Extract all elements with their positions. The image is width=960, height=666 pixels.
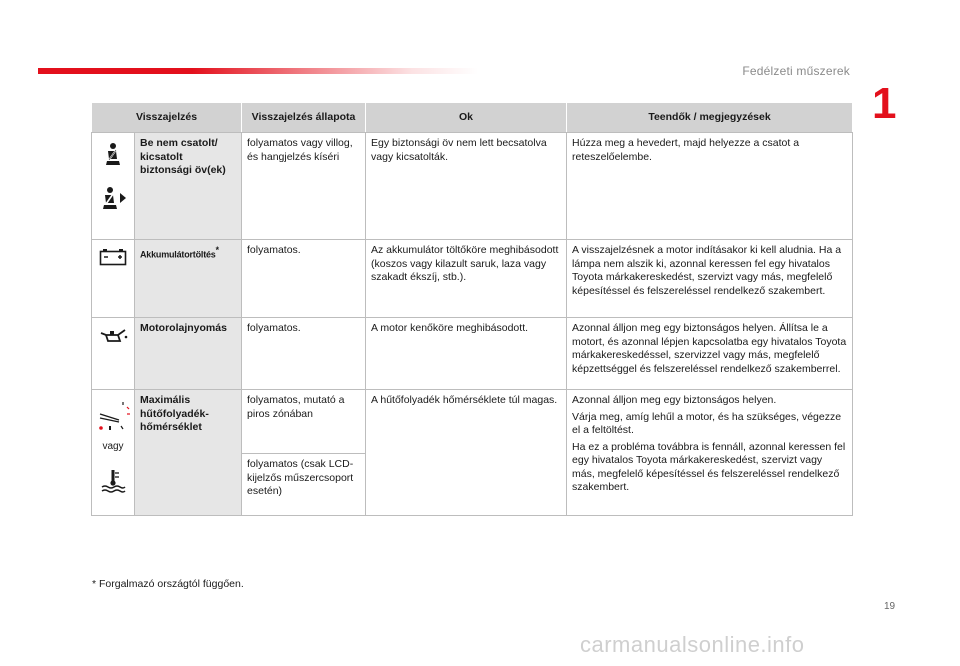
coolant-temperature-icon (100, 468, 126, 494)
icon-cell (92, 318, 135, 390)
table-row (92, 318, 853, 390)
action-line: Várja meg, amíg lehűl a motor, és ha szükséges, végezze el a feltöltést. (572, 410, 842, 436)
indicator-name: Be nem csatolt/ kicsatolt biztonsági öv(ek) (135, 133, 242, 240)
header-indicator: Visszajelzés (92, 103, 242, 133)
table-header-row (92, 103, 853, 133)
section-title: Fedélzeti műszerek (742, 64, 850, 78)
header-accent-bar (38, 68, 478, 74)
indicator-state: folyamatos vagy villog, és hangjelzés kíséri (242, 133, 366, 240)
icon-cell (92, 240, 135, 318)
indicator-action: Húzza meg a hevedert, majd helyezze a csatot a reteszelőelembe. (567, 133, 853, 240)
icon-cell (92, 133, 135, 240)
chapter-number: 1 (872, 79, 897, 128)
indicator-cause: Egy biztonsági öv nem lett becsatolva vagy kicsatolták. (366, 133, 567, 240)
action-line: Azonnal álljon meg egy biztonságos helyen. (572, 394, 777, 406)
page-number: 19 (884, 601, 896, 612)
indicator-name (135, 240, 242, 318)
coolant-temperature-gauge-icon (97, 398, 131, 432)
table-row (92, 390, 853, 454)
header-cause: Ok (366, 103, 567, 133)
table-row (92, 133, 853, 240)
header-indicator-state: Visszajelzés állapota (242, 103, 366, 133)
seatbelt-passenger-icon (98, 185, 128, 211)
warning-lights-table (91, 102, 853, 516)
indicator-cause: Az akkumulátor töltőköre meghibásodott (koszos vagy kilazult saruk, laza vagy szakadt ékszíj, stb.). (366, 240, 567, 318)
indicator-cause: A motor kenőköre meghibásodott. (366, 318, 567, 390)
indicator-state: folyamatos (csak LCD-kijelzős műszercsoport esetén) (242, 454, 366, 516)
footnote: * Forgalmazó országtól függően. (92, 578, 244, 590)
action-line: Ha ez a probléma továbbra is fennáll, azonnal keressen fel egy hivatalos Toyota márkakereskedést, szervizt vagy más, megfelelő képesítéssel és felszereléssel rendelkező szakembert. (572, 440, 846, 493)
battery-icon (99, 248, 127, 266)
indicator-state: folyamatos. (242, 240, 366, 318)
indicator-name: Motorolajnyomás (135, 318, 242, 390)
table-row (92, 240, 853, 318)
indicator-name-text: Akkumulátortöltés (140, 249, 216, 260)
indicator-state: folyamatos. (242, 318, 366, 390)
indicator-cause: A hűtőfolyadék hőmérséklete túl magas. (366, 390, 567, 516)
footnote-mark: * (215, 245, 220, 255)
header-actions: Teendők / megjegyzések (567, 103, 853, 133)
indicator-action: Azonnal álljon meg egy biztonságos helyen. Állítsa le a motort, és azonnal lépjen kapcsolatba egy hivatalos Toyota márkakereskedéssel, szervizzel vagy más, megfelelő képzettséggel és felszereléssel rendelkező szakemberrel. (567, 318, 853, 390)
watermark-text: carmanualsonline.info (580, 632, 805, 657)
indicator-action (567, 390, 853, 516)
indicator-state: folyamatos, mutató a piros zónában (242, 390, 366, 454)
indicator-name: Maximális hűtőfolyadék-hőmérséklet (135, 390, 242, 516)
indicator-action: A visszajelzésnek a motor indításakor ki kell aludnia. Ha a lámpa nem alszik ki, azonnal keressen fel egy hivatalos Toyota márkakereskedést, szervizt vagy más, megfelelő képesítéssel és felszereléssel rendelkező szakembert. (567, 240, 853, 318)
icon-separator: vagy (102, 441, 124, 452)
seatbelt-driver-icon (100, 141, 126, 167)
oil-can-icon (98, 326, 128, 344)
icon-cell (92, 390, 135, 516)
